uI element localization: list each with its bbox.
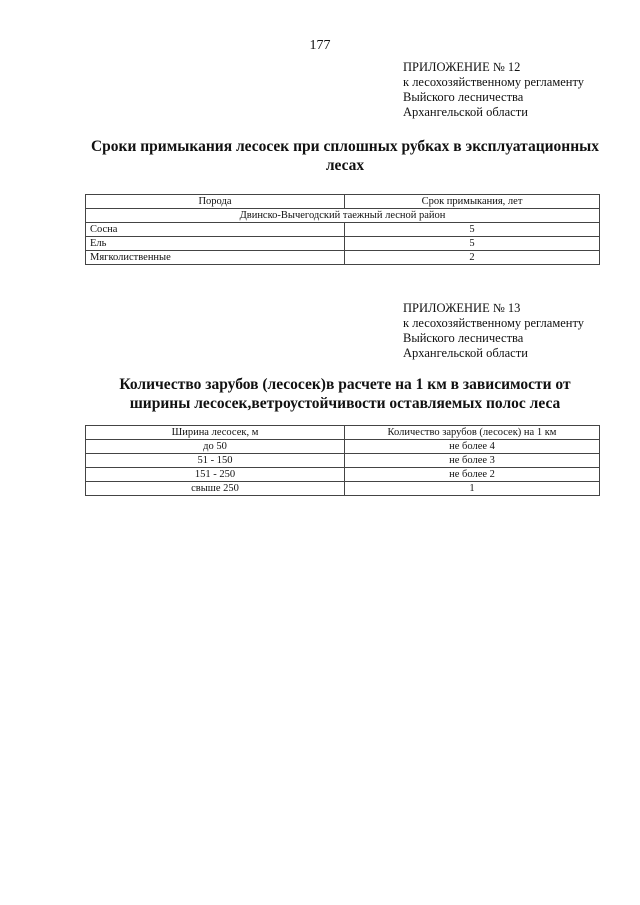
- appendix-line: Архангельской области: [403, 105, 528, 119]
- appendix-13-header: [403, 301, 584, 361]
- table-1-title: [80, 137, 610, 175]
- width-cell: 51 - 150: [86, 454, 345, 468]
- appendix-line: к лесохозяйственному регламенту: [403, 75, 585, 89]
- period-cell: 2: [345, 251, 600, 265]
- column-header: Количество зарубов (лесосек) на 1 км: [345, 426, 600, 440]
- table-row: [86, 454, 600, 468]
- count-cell: не более 2: [345, 468, 600, 482]
- adjacency-periods-table: [85, 194, 600, 265]
- region-cell: Двинско-Вычегодский таежный лесной район: [86, 209, 600, 223]
- width-cell: 151 - 250: [86, 468, 345, 482]
- region-row: [86, 209, 600, 223]
- appendix-12-header: [403, 60, 584, 120]
- table-row: [86, 440, 600, 454]
- table-header-row: [86, 195, 600, 209]
- title-line: Количество зарубов (лесосек)в расчете на 1 км в зависимости от: [119, 376, 571, 393]
- species-cell: Мягколиственные: [86, 251, 345, 265]
- column-header: Порода: [86, 195, 345, 209]
- count-cell: не более 4: [345, 440, 600, 454]
- count-cell: 1: [345, 482, 600, 496]
- table-header-row: [86, 426, 600, 440]
- species-cell: Ель: [86, 237, 345, 251]
- column-header: Срок примыкания, лет: [345, 195, 600, 209]
- table-2-title: [80, 375, 610, 413]
- appendix-line: Архангельской области: [403, 346, 528, 360]
- title-line: Сроки примыкания лесосек при сплошных рубках в эксплуатационных: [90, 138, 600, 155]
- appendix-line: Выйского лесничества: [403, 90, 524, 104]
- table-row: [86, 482, 600, 496]
- table-row: [86, 237, 600, 251]
- column-header: Ширина лесосек, м: [86, 426, 345, 440]
- page-number: 177: [309, 38, 331, 53]
- period-cell: 5: [345, 237, 600, 251]
- title-line: лесах: [325, 157, 365, 174]
- appendix-line: к лесохозяйственному регламенту: [403, 316, 585, 330]
- width-cell: свыше 250: [86, 482, 345, 496]
- count-cell: не более 3: [345, 454, 600, 468]
- appendix-line: ПРИЛОЖЕНИЕ № 13: [403, 301, 521, 315]
- width-cell: до 50: [86, 440, 345, 454]
- table-row: [86, 223, 600, 237]
- table-row: [86, 468, 600, 482]
- appendix-line: Выйского лесничества: [403, 331, 524, 345]
- period-cell: 5: [345, 223, 600, 237]
- cuttings-per-km-table: [85, 425, 600, 496]
- title-line: ширины лесосек,ветроустойчивости оставляемых полос леса: [129, 395, 561, 412]
- species-cell: Сосна: [86, 223, 345, 237]
- appendix-line: ПРИЛОЖЕНИЕ № 12: [403, 60, 521, 74]
- table-row: [86, 251, 600, 265]
